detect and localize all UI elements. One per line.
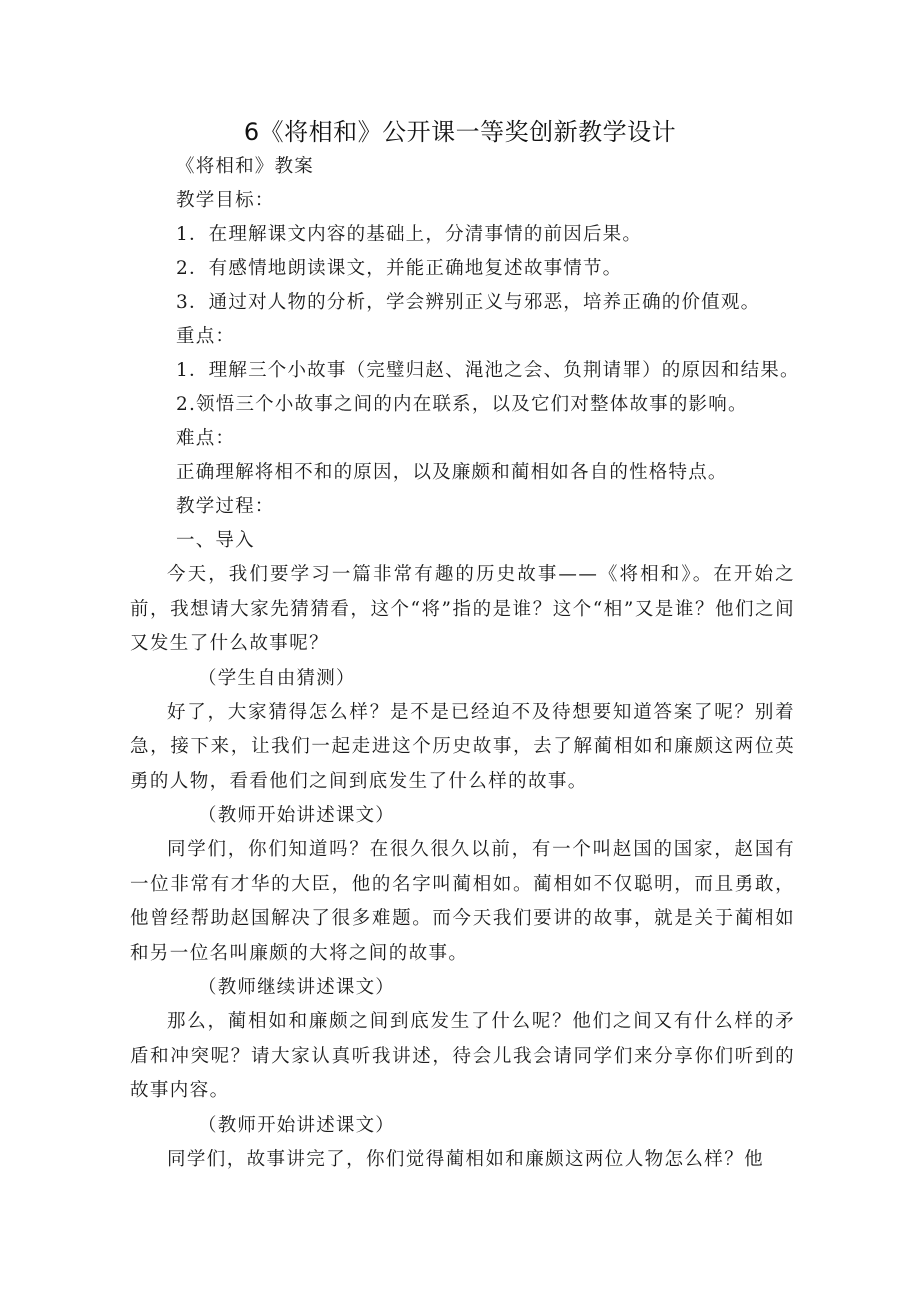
key-point-item: 2.领悟三个小故事之间的内在联系，以及它们对整体故事的影响。 [176, 394, 748, 415]
key-point-item: 1．理解三个小故事（完璧归赵、渑池之会、负荆请罪）的原因和结果。 [176, 360, 800, 381]
paragraph: 今天，我们要学习一篇非常有趣的历史故事——《将相和》。在开始之前，我想请大家先猜猜看，这个“将”指的是谁？这个“相”又是谁？他们之间又发生了什么故事呢？ [130, 564, 795, 654]
paragraph: 好了，大家猜得怎么样？是不是已经迫不及待想要知道答案了呢？别着急，接下来，让我们一起走进这个历史故事，去了解蔺相如和廉颇这两位英勇的人物，看看他们之间到底发生了什么样的故事。 [130, 701, 795, 792]
objective-item: 2．有感情地朗读课文，并能正确地复述故事情节。 [176, 258, 623, 279]
section-heading-difficulties: 难点： [176, 428, 236, 449]
section-heading-key-points: 重点： [176, 326, 236, 347]
document-title: 6《将相和》公开课一等奖创新教学设计 [243, 118, 677, 146]
paragraph: 同学们，你们知道吗？在很久很久以前，有一个叫赵国的国家，赵国有一位非常有才华的大臣，他的名字叫蔺相如。蔺相如不仅聪明，而且勇敢，他曾经帮助赵国解决了很多难题。而今天我们要讲的故事，就是关于蔺相如和另一位名叫廉颇的大将之间的故事。 [130, 839, 795, 964]
section-heading-process: 教学过程： [176, 496, 275, 517]
stage-note: （学生自由猜测） [198, 667, 356, 689]
objective-item: 1．在理解课文内容的基础上，分清事情的前因后果。 [176, 224, 643, 245]
objective-item: 3．通过对人物的分析，学会辨别正义与邪恶，培养正确的价值观。 [176, 292, 761, 313]
stage-note: （教师继续讲述课文） [198, 977, 396, 998]
document-body [130, 150, 800, 1177]
subsection-heading-intro: 一、导入 [176, 530, 255, 551]
lesson-plan-heading: 《将相和》教案 [176, 156, 314, 177]
section-heading-objectives: 教学目标： [176, 190, 275, 211]
stage-note: （教师开始讲述课文） [198, 805, 396, 826]
stage-note: （教师开始讲述课文） [198, 1114, 396, 1136]
paragraph: 那么，蔺相如和廉颇之间到底发生了什么呢？他们之间又有什么样的矛盾和冲突呢？请大家认真听我讲述，待会儿我会请同学们来分享你们听到的故事内容。 [130, 1011, 795, 1101]
paragraph: 同学们，故事讲完了，你们觉得蔺相如和廉颇这两位人物怎么样？他 [167, 1148, 765, 1170]
difficulty-item: 正确理解将相不和的原因，以及廉颇和蔺相如各自的性格特点。 [176, 462, 728, 483]
